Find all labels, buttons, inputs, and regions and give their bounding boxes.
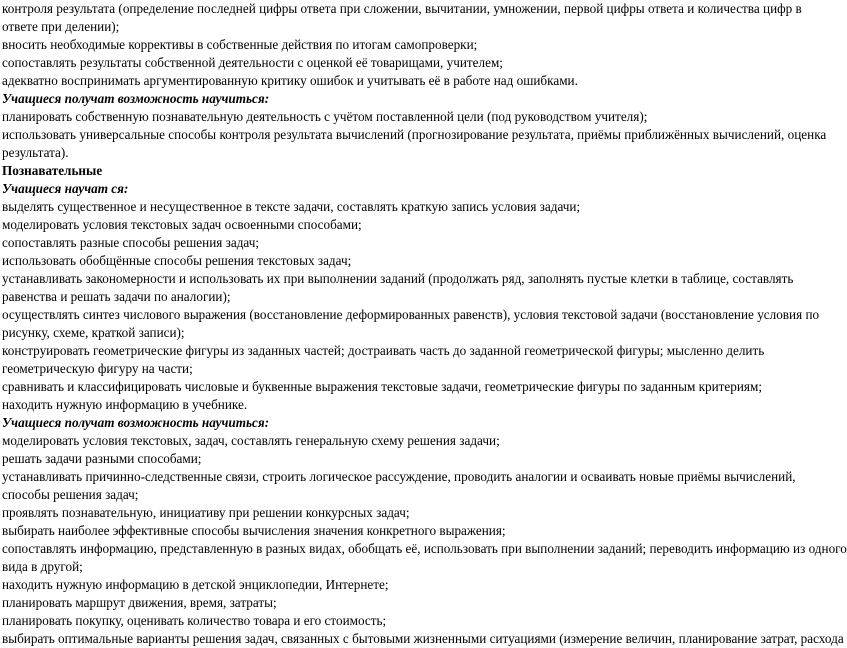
text-line: моделировать условия текстовых, задач, составлять генеральную схему решения задачи; [2, 433, 500, 448]
text-line: сопоставлять разные способы решения задач; [2, 235, 260, 250]
text-line: планировать маршрут движения, время, затраты; [2, 595, 277, 610]
text-line: сопоставлять результаты собственной деятельности с оценкой её товарищами, учителем; [2, 55, 503, 70]
text-line: сопоставлять информацию, представленную в разных видах, обобщать её, использовать при выполнении заданий; переводить информацию из одного [2, 541, 847, 556]
section-subheading: Учащиеся получат возможность научиться: [2, 415, 270, 430]
text-line: ответе при делении); [2, 19, 120, 34]
text-line: равенства и решать задачи по аналогии); [2, 289, 231, 304]
text-line: планировать собственную познавательную деятельность с учётом поставленной цели (под руководством учителя); [2, 109, 648, 124]
text-line: геометрическую фигуру на части; [2, 361, 193, 376]
text-line: планировать покупку, оценивать количество товара и его стоимость; [2, 613, 387, 628]
text-line: устанавливать закономерности и использовать их при выполнении заданий (продолжать ряд, заполнять пустые клетки в таблице, составлять [2, 271, 794, 286]
text-line: результата). [2, 145, 69, 160]
text-line: выбирать оптимальные варианты решения задач, связанных с бытовыми жизненными ситуациями (измерение величин, планирование затрат, расхода [2, 631, 844, 646]
text-line: решать задачи разными способами; [2, 451, 202, 466]
text-line: сравнивать и классифицировать числовые и буквенные выражения текстовые задачи, геометрические фигуры по заданным критериям; [2, 379, 763, 394]
text-line: контроля результата (определение последней цифры ответа при сложении, вычитании, умножении, первой цифры ответа и количества цифр в [2, 1, 802, 16]
text-line: использовать обобщённые способы решения текстовых задач; [2, 253, 352, 268]
text-line: проявлять познавательную, инициативу при решении конкурсных задач; [2, 505, 410, 520]
text-line: способы решения задач; [2, 487, 139, 502]
text-line: рисунку, схеме, краткой записи); [2, 325, 185, 340]
text-line: выделять существенное и несущественное в тексте задачи, составлять краткую запись условия задачи; [2, 199, 581, 214]
section-heading: Познавательные [2, 163, 103, 178]
text-line: адекватно воспринимать аргументированную критику ошибок и учитывать её в работе над ошибками. [2, 73, 578, 88]
text-line: моделировать условия текстовых задач освоенными способами; [2, 217, 362, 232]
section-subheading: Учащиеся получат возможность научиться: [2, 91, 270, 106]
text-line: находить нужную информацию в учебнике. [2, 397, 248, 412]
text-line: вносить необходимые коррективы в собственные действия по итогам самопроверки; [2, 37, 478, 52]
text-line: использовать универсальные способы контроля результата вычислений (прогнозирование результата, приёмы приближённых вычислений, оценка [2, 127, 827, 142]
text-line: вида в другой; [2, 559, 83, 574]
text-line: находить нужную информацию в детской энциклопедии, Интернете; [2, 577, 389, 592]
text-line: устанавливать причинно-следственные связи, строить логическое рассуждение, проводить аналогии и осваивать новые приёмы вычислений, [2, 469, 796, 484]
text-line: конструировать геометрические фигуры из заданных частей; достраивать часть до заданной геометрической фигуры; мысленно делить [2, 343, 765, 358]
text-line: выбирать наиболее эффективные способы вычисления значения конкретного выражения; [2, 523, 506, 538]
section-subheading: Учащиеся научат ся: [2, 181, 129, 196]
text-line: осуществлять синтез числового выражения (восстановление деформированных равенств), условия текстовой задачи (восстановление условия по [2, 307, 820, 322]
